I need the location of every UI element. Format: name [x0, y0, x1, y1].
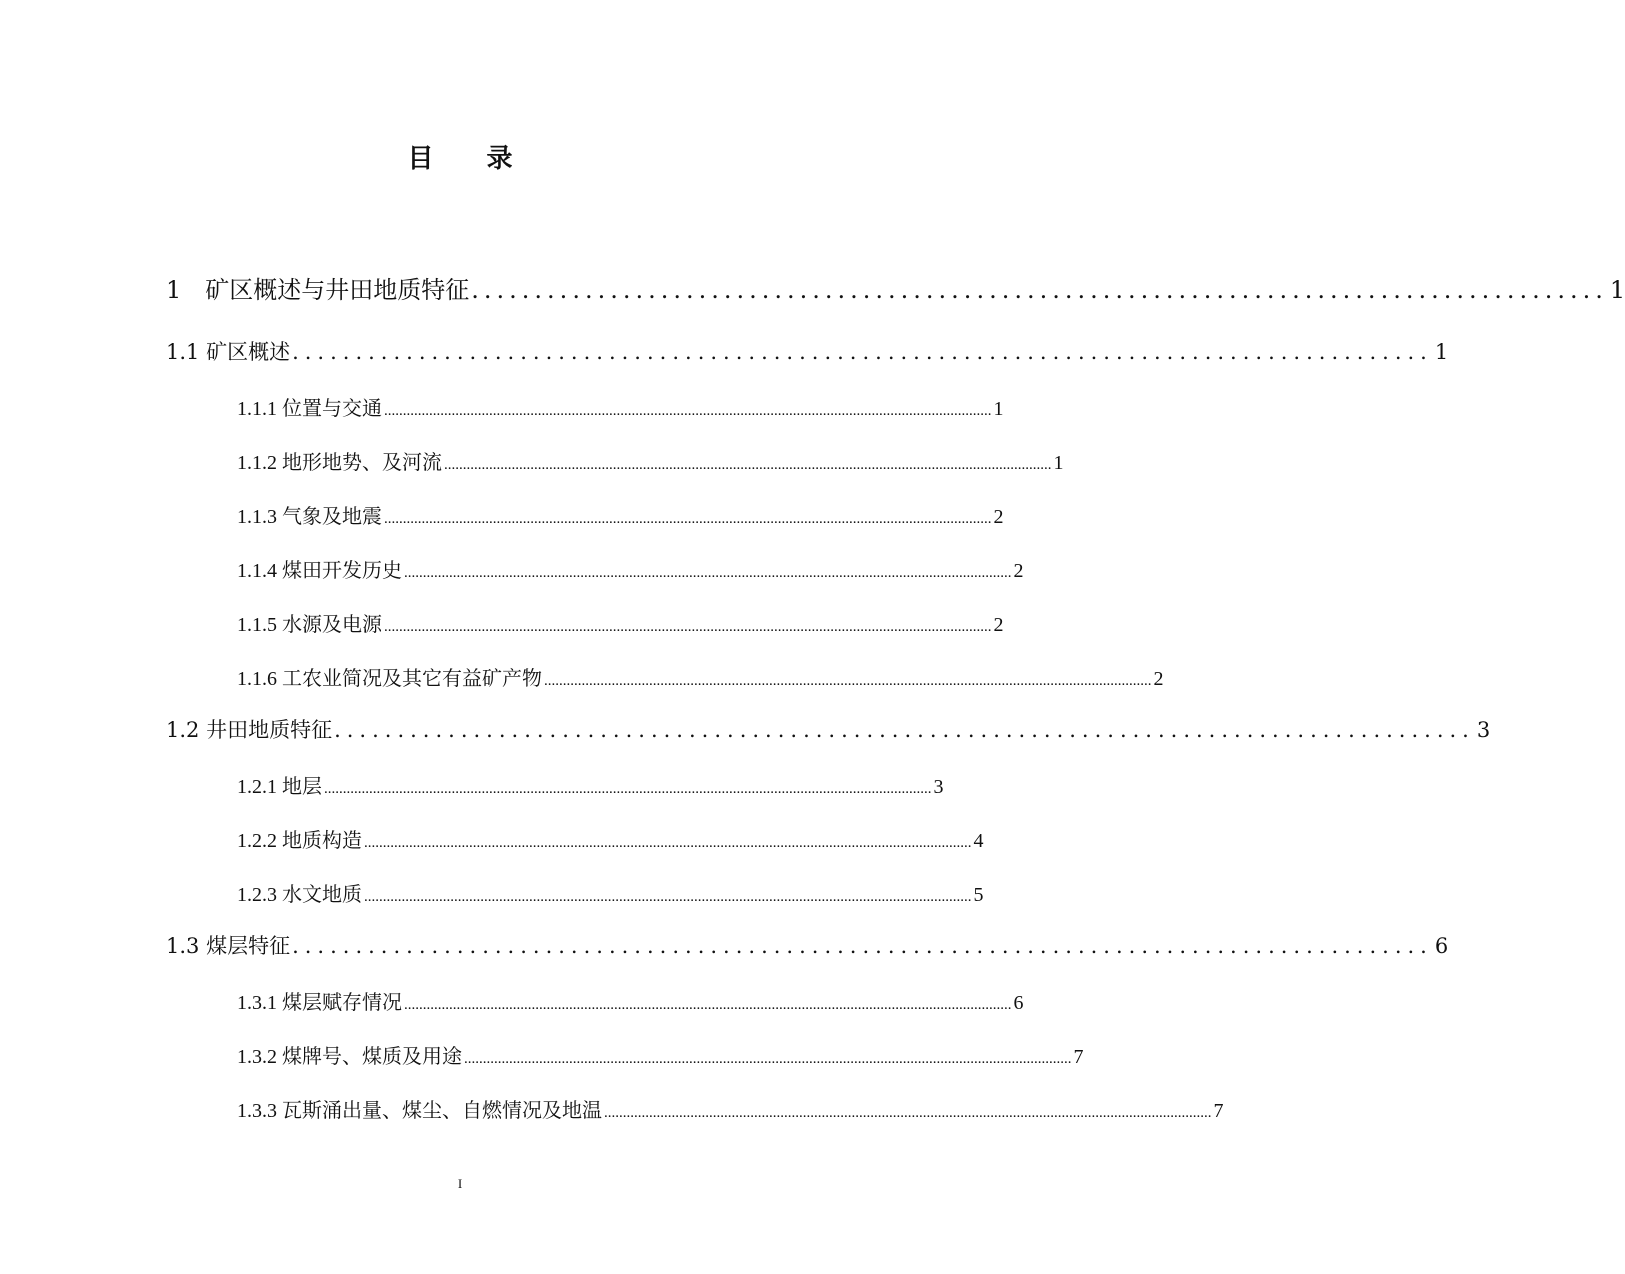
- toc-entry-label: 1.3 煤层特征: [166, 934, 291, 958]
- toc-entry-page: 7: [1073, 1046, 1084, 1068]
- dot-leader: ..................................................................................................................................................................: [404, 565, 1012, 581]
- toc-entry-1-1-1[interactable]: [237, 392, 1004, 421]
- toc-entry-1-1-3[interactable]: [237, 500, 1004, 529]
- toc-entry-page: 1: [993, 398, 1004, 420]
- dot-leader: ..........................................................................................: [292, 934, 1433, 958]
- dot-leader: ..................................................................................................................................................................: [464, 1051, 1072, 1067]
- toc-entry-page: 1: [1053, 452, 1064, 474]
- toc-entry-label: 1.2 井田地质特征: [166, 718, 333, 742]
- toc-entry-label: 1.1 矿区概述: [166, 340, 291, 364]
- dot-leader: ..................................................................................................................................................................: [384, 619, 992, 635]
- dot-leader: ..................................................................................................................................................................: [324, 781, 932, 797]
- dot-leader: ..................................................................................................................................................................: [444, 457, 1052, 473]
- toc-entry-1-3[interactable]: [166, 930, 1449, 960]
- toc-entry-1-3-3[interactable]: [237, 1094, 1224, 1123]
- toc-entry-page: 6: [1013, 992, 1024, 1014]
- dot-leader: ..................................................................................................................................................................: [384, 511, 992, 527]
- toc-entry-1-3-2[interactable]: [237, 1040, 1084, 1069]
- toc-entry-page: 3: [933, 776, 944, 798]
- toc-entry-page: 4: [973, 830, 984, 852]
- toc-entry-page: 7: [1213, 1100, 1224, 1122]
- dot-leader: ..................................................................................................................................................................: [544, 673, 1152, 689]
- toc-entry-label: 1.1.6 工农业简况及其它有益矿产物: [237, 668, 542, 690]
- page-number: I: [457, 1176, 463, 1191]
- dot-leader: ..................................................................................................................................................................: [604, 1105, 1212, 1121]
- toc-entry-label: 1.3.2 煤牌号、煤质及用途: [237, 1046, 462, 1068]
- toc-entry-1-1-4[interactable]: [237, 554, 1024, 583]
- toc-entry-page: 6: [1434, 934, 1449, 958]
- toc-entry-label: 1.1.2 地形地势、及河流: [237, 452, 442, 474]
- toc-entry-page: 1: [1434, 340, 1449, 364]
- dot-leader: ..................................................................................................................................................................: [404, 997, 1012, 1013]
- dot-leader: ..................................................................................................................................................................: [364, 835, 972, 851]
- toc-entry-label: 1.3.3 瓦斯涌出量、煤尘、自燃情况及地温: [237, 1100, 602, 1122]
- toc-entry-1[interactable]: [166, 270, 1625, 305]
- toc-entry-label: 1 矿区概述与井田地质特征: [166, 276, 470, 304]
- toc-entry-1-3-1[interactable]: [237, 986, 1024, 1015]
- toc-entry-page: 2: [1013, 560, 1024, 582]
- dot-leader: ..................................................................................................................................................................: [364, 889, 972, 905]
- toc-entry-page: 2: [993, 614, 1004, 636]
- dot-leader: ..........................................................................................: [471, 276, 1608, 304]
- toc-entry-1-2-1[interactable]: [237, 770, 944, 799]
- toc-entry-1-1-6[interactable]: [237, 662, 1164, 691]
- toc-entry-1-1-5[interactable]: [237, 608, 1004, 637]
- toc-entry-1-2[interactable]: [166, 714, 1491, 744]
- dot-leader: ..........................................................................................: [334, 718, 1475, 742]
- page-title: 目 录: [407, 144, 535, 174]
- toc-entry-1-2-3[interactable]: [237, 878, 984, 907]
- toc-entry-page: 3: [1476, 718, 1491, 742]
- toc-entry-label: 1.2.3 水文地质: [237, 884, 362, 906]
- toc-entry-label: 1.2.1 地层: [237, 776, 322, 798]
- toc-entry-label: 1.2.2 地质构造: [237, 830, 362, 852]
- toc-entry-label: 1.1.3 气象及地震: [237, 506, 382, 528]
- toc-entry-page: 2: [1153, 668, 1164, 690]
- toc-entry-1-1-2[interactable]: [237, 446, 1064, 475]
- toc-entry-1-1[interactable]: [166, 336, 1449, 366]
- toc-entry-1-2-2[interactable]: [237, 824, 984, 853]
- dot-leader: ..................................................................................................................................................................: [384, 403, 992, 419]
- toc-entry-page: 2: [993, 506, 1004, 528]
- toc-entry-page: 5: [973, 884, 984, 906]
- toc-entry-label: 1.1.5 水源及电源: [237, 614, 382, 636]
- toc-entry-page: 1: [1609, 276, 1625, 304]
- toc-entry-label: 1.1.1 位置与交通: [237, 398, 382, 420]
- toc-entry-label: 1.1.4 煤田开发历史: [237, 560, 402, 582]
- dot-leader: ..........................................................................................: [292, 340, 1433, 364]
- toc-entry-label: 1.3.1 煤层赋存情况: [237, 992, 402, 1014]
